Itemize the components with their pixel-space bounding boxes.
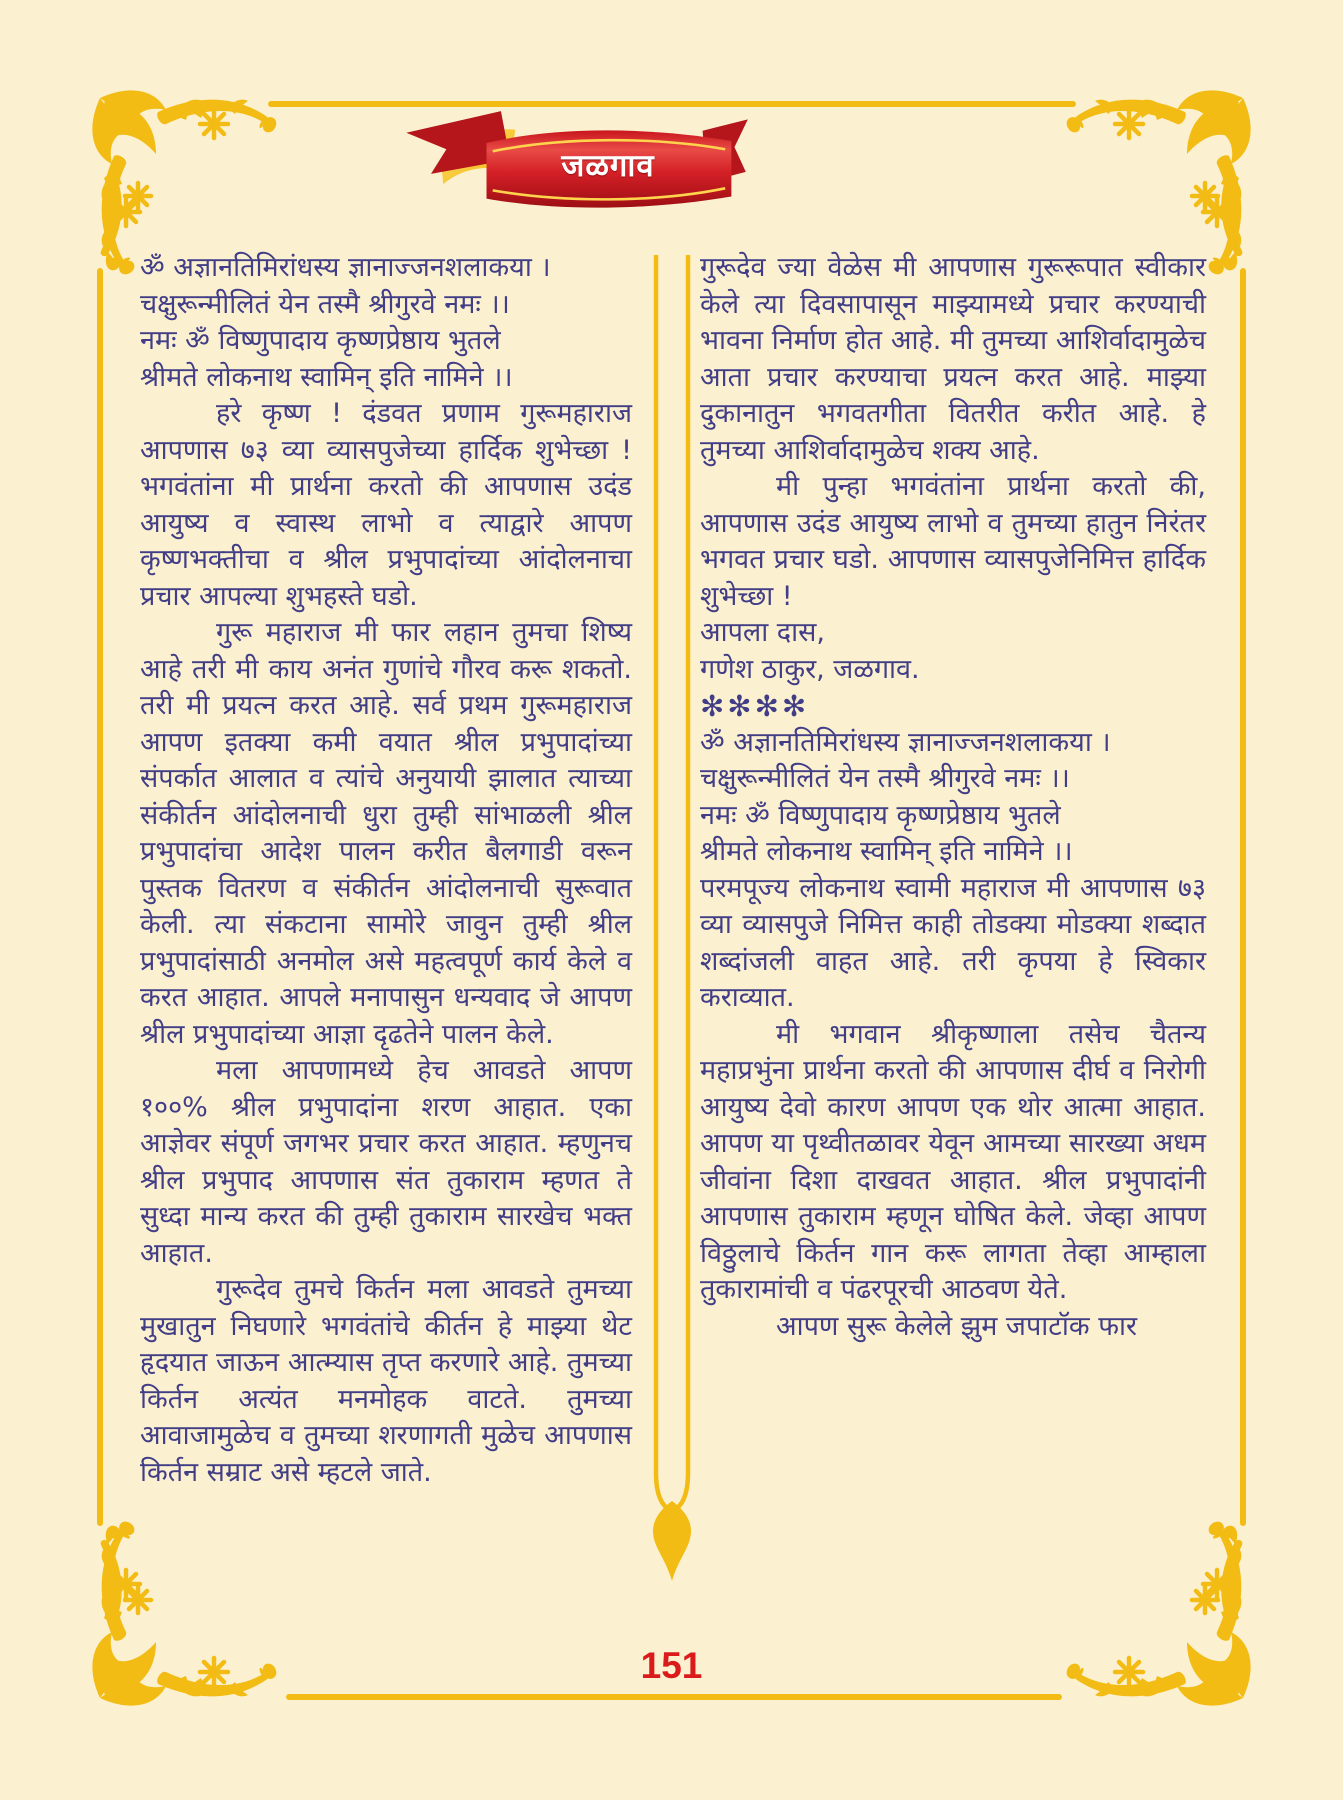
banner-title: जळगाव bbox=[561, 148, 655, 184]
shloka-lokanath bbox=[700, 798, 1206, 871]
shloka-line: नमः ॐ विष्णुपादाय कृष्णप्रेष्ठाय भुतले bbox=[700, 799, 1061, 831]
paragraph: आपण सुरू केलेले झुम जपाटॉक फार bbox=[776, 1310, 1138, 1342]
paragraph: परमपूज्य लोकनाथ स्वामी महाराज मी आपणास ७३ व्या व्यासपुजे निमित्त काही तोडक्या मोडक्या शब्दात शब्दांजली वाहत आहे. तरी कृपया हे स्विकार कराव्यात. bbox=[700, 872, 1206, 1013]
shloka-line: श्रीमते लोकनाथ स्वामिन् इति नामिने ।। bbox=[140, 361, 513, 393]
paragraph: गुरूदेव ज्या वेळेस मी आपणास गुरूरूपात स्वीकार केले त्या दिवसापासून माझ्यामध्ये प्रचार करण्याची भावना निर्माण होत आहे. मी तुमच्या आशिर्वादामुळेच आता प्रचार करण्याचा प्रयत्न करत आहे. माझ्या दुकानातुन भगवतगीता वितरीत करीत आहे. हे तुमच्या आशिर्वादामुळेच शक्य आहे. bbox=[700, 252, 1206, 466]
paragraph: गुरू महाराज मी फार लहान तुमचा शिष्य आहे तरी मी काय अनंत गुणांचे गौरव करू शकतो. तरी मी प्रयत्न करत आहे. सर्व प्रथम गुरूमहाराज आपण इतक्या कमी वयात श्रील प्रभुपादांच्या संपर्कात आलात व त्यांचे अनुयायी झालात त्याच्या संकीर्तन आंदोलनाची धुरा तुम्ही सांभाळली श्रील प्रभुपादांचा आदेश पालन करीत बैलगाडी वरून पुस्तक वितरण व संकीर्तन आंदोलनाची सुरूवात केली. त्या संकटाना सामोरे जावुन तुम्ही श्रील प्रभुपादांसाठी अनमोल असे महत्वपूर्ण कार्य केले व करत आहात. आपले मनापासुन धन्यवाद जे आपण श्रील प्रभुपादांच्या आज्ञा दृढतेने पालन केले. bbox=[140, 617, 632, 1050]
shloka-line: नमः ॐ विष्णुपादाय कृष्णप्रेष्ठाय भुतले bbox=[140, 325, 501, 356]
page-number: 151 bbox=[640, 1645, 703, 1686]
right-column bbox=[700, 250, 1206, 1345]
title-ribbon bbox=[400, 106, 750, 213]
paragraph: मी भगवान श्रीकृष्णाला तसेच चैतन्य महाप्रभुंना प्रार्थना करतो की आपणास दीर्घ व निरोगी आयुष्य देवो कारण आपण एक थोर आत्मा आहात. आपण या पृथ्वीतळावर येवून आमच्या सारख्या अधम जीवांना दिशा दाखवत आहात. श्रील प्रभुपादांनी आपणास तुकाराम म्हणून घोषित केले. जेव्हा आपण विठ्ठुलाचे किर्तन गान करू लागता तेव्हा आम्हाला तुकारामांची व पंढरपूरची आठवण येते. bbox=[700, 1018, 1206, 1305]
shloka-line: चक्षुरून्मीलितं येन तस्मै श्रीगुरवे नमः ।। bbox=[700, 763, 1070, 794]
shloka-line: ॐ अज्ञानतिमिरांधस्य ज्ञानाज्जनशलाकया । bbox=[140, 252, 551, 283]
section-separator: ✻✻✻✻ bbox=[700, 689, 810, 723]
floral-corner-ornament-icon bbox=[80, 78, 280, 278]
frame-bottom-line bbox=[286, 1694, 1062, 1700]
frame-left-line bbox=[97, 268, 103, 1526]
shloka-guru bbox=[700, 725, 1206, 798]
shloka-line: ॐ अज्ञानतिमिरांधस्य ज्ञानाज्जनशलाकया । bbox=[700, 726, 1111, 758]
floral-corner-ornament-icon bbox=[1063, 78, 1263, 278]
signoff-line: आपला दास, bbox=[700, 617, 825, 648]
floral-corner-ornament-icon bbox=[1063, 1518, 1263, 1718]
frame-right-line bbox=[1240, 268, 1246, 1526]
paragraph: मला आपणामध्ये हेच आवडते आपण १००% श्रील प्रभुपादांना शरण आहात. एका आज्ञेवर संपूर्ण जगभर प्रचार करत आहात. म्हणुनच श्रील प्रभुपाद आपणास संत तुकाराम म्हणत ते सुध्दा मान्य करत की तुम्ही तुकाराम सारखेच भक्त आहात. bbox=[140, 1055, 632, 1269]
column-divider-icon bbox=[637, 255, 707, 1590]
signature-block bbox=[700, 615, 1206, 688]
floral-corner-ornament-icon bbox=[80, 1518, 280, 1718]
paragraph: गुरूदेव तुमचे किर्तन मला आवडते तुमच्या मुखातुन निघणारे भगवंतांचे कीर्तन हे माझ्या थेट हृदयात जाऊन आत्म्यास तृप्त करणारे आहे. तुमच्या किर्तन अत्यंत मनमोहक वाटते. तुमच्या आवाजामुळेच व तुमच्या शरणागती मुळेच आपणास किर्तन सम्राट असे म्हटले जाते. bbox=[140, 1274, 632, 1488]
paragraph: मी पुन्हा भगवंतांना प्रार्थना करतो की, आपणास उदंड आयुष्य लाभो व तुमच्या हातुन निरंतर भगवत प्रचार घडो. आपणास व्यासपुजेनिमित्त हार्दिक शुभेच्छा ! bbox=[700, 471, 1206, 612]
shloka-line: चक्षुरून्मीलितं येन तस्मै श्रीगुरवे नमः ।। bbox=[140, 288, 510, 320]
shloka-guru bbox=[140, 250, 632, 323]
signoff-line: गणेश ठाकुर, जळगाव. bbox=[700, 653, 920, 685]
shloka-line: श्रीमते लोकनाथ स्वामिन् इति नामिने ।। bbox=[700, 836, 1073, 867]
paragraph: हरे कृष्ण ! दंडवत प्रणाम गुरूमहाराज आपणास ७३ व्या व्यासपुजेच्या हार्दिक शुभेच्छा ! भगवंतांना मी प्रार्थना करतो की आपणास उदंड आयुष्य व स्वास्थ लाभो व त्याद्वारे आपण कृष्णभक्तीचा व श्रील प्रभुपादांच्या आंदोलनाचा प्रचार आपल्या शुभहस्ते घडो. bbox=[140, 398, 632, 612]
shloka-lokanath bbox=[140, 323, 632, 396]
left-column bbox=[140, 250, 632, 1491]
